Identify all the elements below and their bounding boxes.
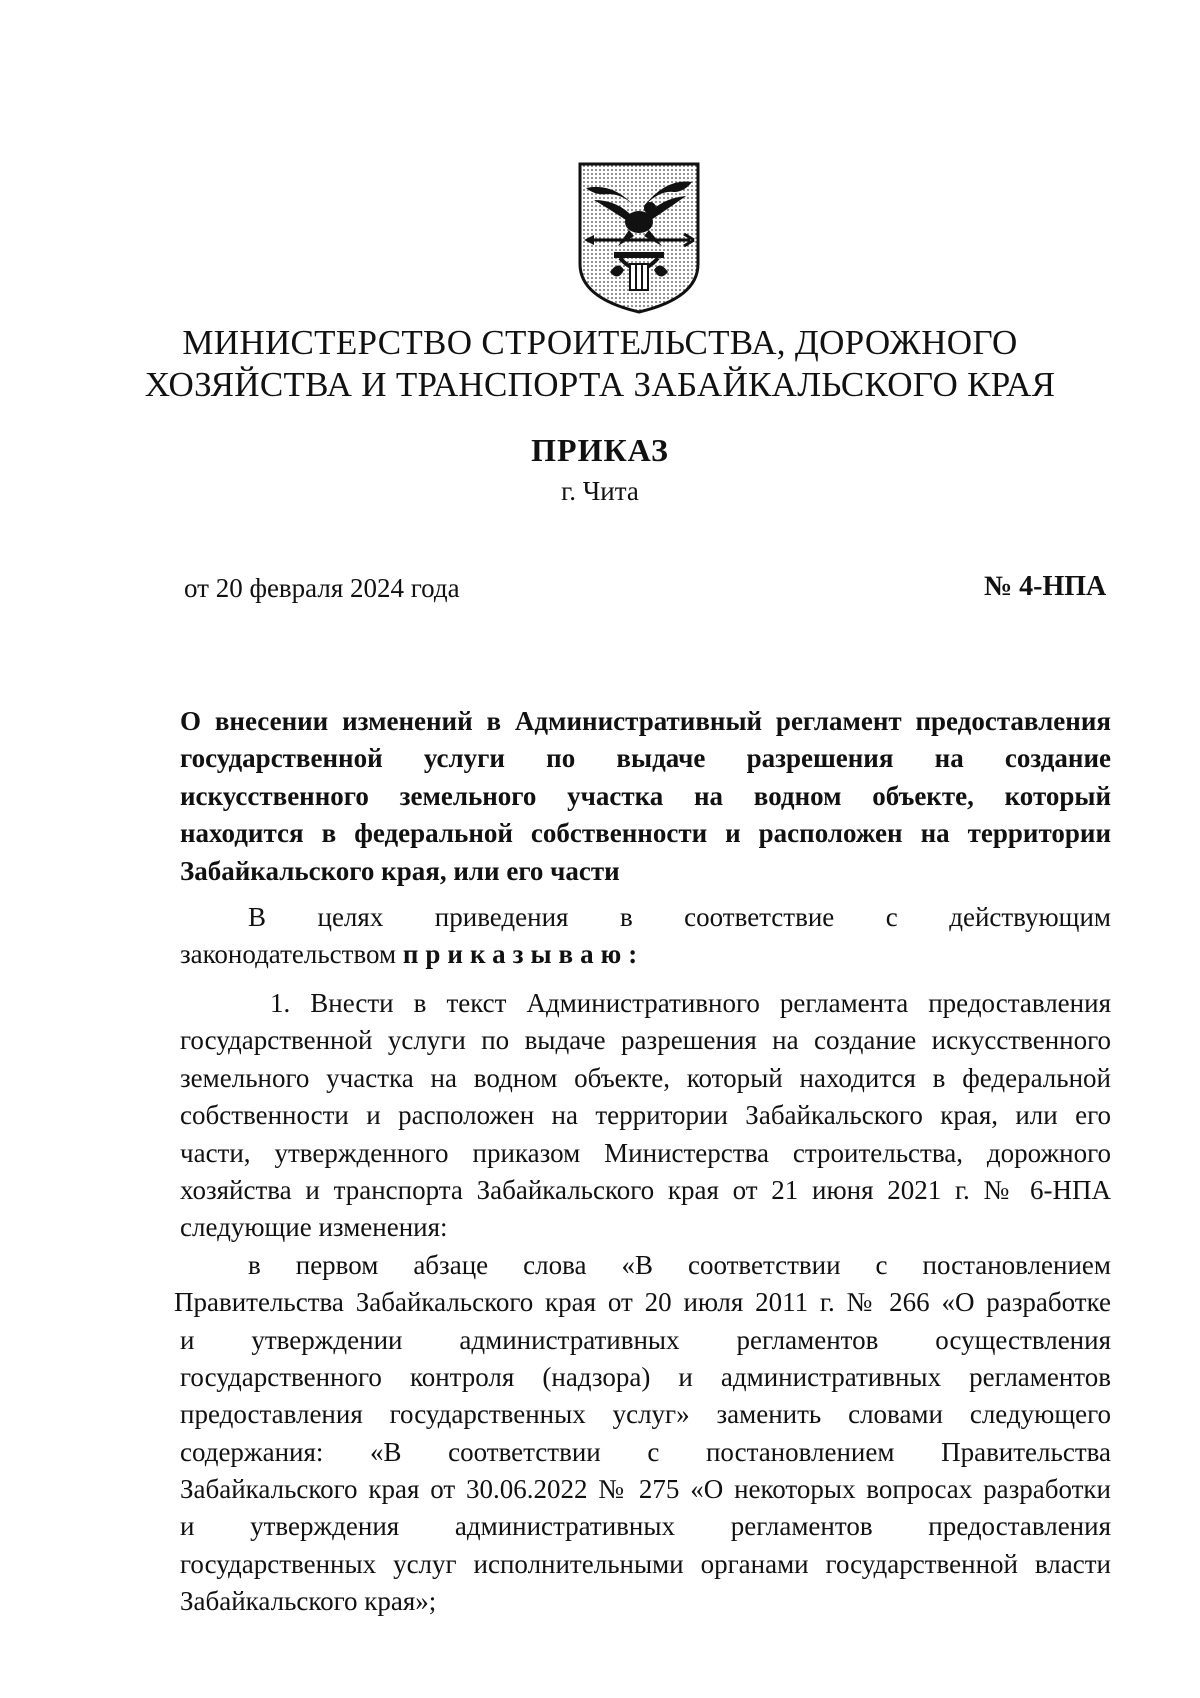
paragraph-line: Забайкальского края»; — [180, 1586, 437, 1617]
paragraph-line: земельного участка на водном объекте, который находится в федеральной — [180, 1062, 1111, 1093]
order-keyword: приказываю: — [402, 939, 645, 970]
subject-line: искусственного земельного участка на водном объекте, который — [180, 780, 1111, 811]
paragraph-line: и утверждения административных регламентов предоставления — [180, 1511, 1111, 1542]
paragraph-line: и утверждении административных регламентов осуществления — [180, 1324, 1111, 1355]
preamble-text: законодательством — [180, 939, 397, 970]
document-city: г. Чита — [561, 476, 639, 506]
document-subject — [180, 703, 1111, 890]
document-date: от 20 февраля 2024 года — [184, 573, 460, 603]
subject-line: О внесении изменений в Административный регламент предоставления — [180, 706, 1111, 736]
paragraph-line: государственного контроля (надзора) и административных регламентов — [180, 1361, 1111, 1392]
paragraph-line: государственной услуги по выдаче разрешения на создание искусственного — [180, 1025, 1111, 1056]
paragraph-line: 1. Внести в текст Административного регламента предоставления — [270, 988, 1111, 1018]
subject-line: находится в федеральной собственности и расположен на территории — [180, 818, 1111, 849]
paragraph-line: хозяйства и транспорта Забайкальского края от 21 июня 2021 г. № 6-НПА — [180, 1174, 1111, 1205]
paragraph-line: Правительства Забайкальского края от 20 июля 2011 г. № 266 «О разработке — [174, 1287, 1111, 1318]
paragraph-line: собственности и расположен на территории Забайкальского края, или его — [180, 1100, 1111, 1131]
paragraph-line: части, утвержденного приказом Министерства строительства, дорожного — [180, 1137, 1111, 1168]
paragraph-line: следующие изменения: — [180, 1212, 448, 1243]
coat-of-arms-icon — [574, 160, 704, 316]
document-number: № 4-НПА — [984, 571, 1107, 602]
subject-line: Забайкальского края, или его части — [180, 855, 620, 886]
paragraph-line: содержания: «В соответствии с постановлением Правительства — [180, 1436, 1111, 1467]
paragraph-line: предоставления государственных услуг» заменить словами следующего — [180, 1399, 1111, 1430]
paragraph-line: государственных услуг исполнительными органами государственной власти — [180, 1548, 1111, 1579]
subject-line: государственной услуги по выдаче разрешения на создание — [180, 743, 1111, 774]
ministry-name-line-2: ХОЗЯЙСТВА И ТРАНСПОРТА ЗАБАЙКАЛЬСКОГО КРАЯ — [144, 365, 1056, 404]
preamble — [180, 899, 1111, 974]
preamble-line: В целях приведения в соответствие с действующим — [248, 902, 1111, 932]
document-type: ПРИКАЗ — [531, 432, 669, 468]
preamble-line — [180, 936, 1111, 973]
paragraph-line: Забайкальского края от 30.06.2022 № 275 «О некоторых вопросах разработки — [180, 1474, 1111, 1505]
paragraph-line: в первом абзаце слова «В соответствии с постановлением — [248, 1249, 1111, 1280]
paragraph-1 — [174, 985, 1111, 1621]
ministry-name-line-1: МИНИСТЕРСТВО СТРОИТЕЛЬСТВА, ДОРОЖНОГО — [182, 323, 1018, 362]
